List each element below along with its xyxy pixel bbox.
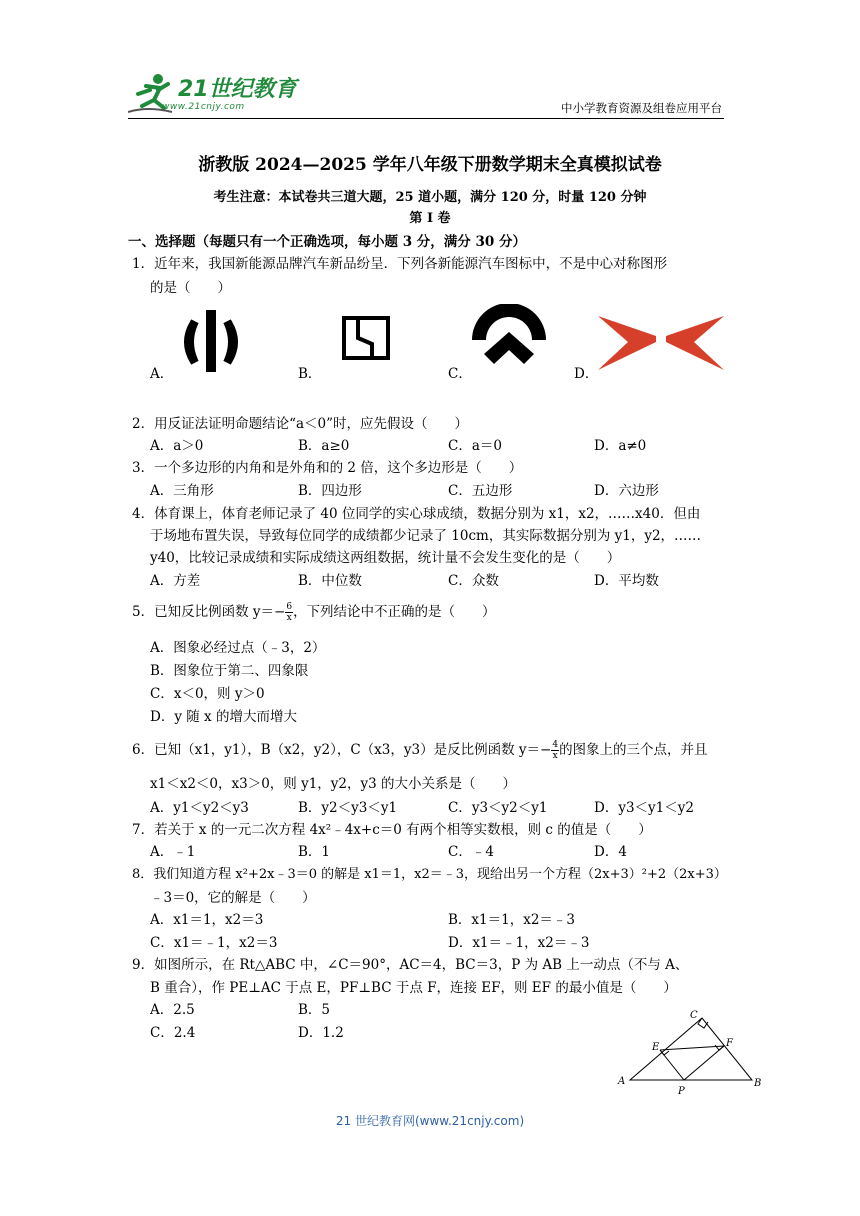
label-p: P [678, 1086, 685, 1097]
q5-option-d: D．y 随 x 的增大而增大 [150, 709, 297, 725]
q1-option-b: B． [298, 366, 322, 382]
q4-line3: y40，比较记录成绩和实际成绩这两组数据，统计量不会发生变化的是（ ） [150, 550, 621, 566]
q2-option-a: A．a＞0 [150, 438, 204, 454]
q2-stem: 2．用反证法证明命题结论“a＜0”时，应先假设（ ） [132, 416, 469, 432]
logo-d-icon [598, 314, 724, 372]
q2-option-b: B．a≥0 [298, 438, 350, 454]
q1-option-c: C． [448, 366, 472, 382]
q6-option-b: B．y2＜y3＜y1 [298, 800, 398, 816]
q1-line2: 的是（ ） [150, 280, 231, 296]
label-a: A [618, 1076, 626, 1087]
q9-option-a: A．2.5 [150, 1002, 195, 1018]
q1-line1: 1．近年来，我国新能源品牌汽车新品纷呈．下列各新能源汽车图标中，不是中心对称图形 [132, 256, 668, 272]
logo-url: www.21cnjy.com [162, 102, 245, 112]
footer-link[interactable]: 21 世纪教育网(www.21cnjy.com) [335, 1114, 525, 1128]
q6-option-a: A．y1＜y2＜y3 [150, 800, 249, 816]
q5-option-a: A．图象必经过点（﹣3，2） [150, 640, 326, 656]
q7-option-d: D．4 [594, 844, 627, 860]
q8-option-a: A．x1＝1，x2＝3 [150, 912, 264, 928]
q3-option-b: B．四边形 [298, 483, 362, 499]
label-f: F [726, 1038, 733, 1049]
q5-option-b: B．图象位于第二、四象限 [150, 663, 309, 679]
q8-option-c: C．x1＝﹣1，x2＝3 [150, 935, 278, 951]
q9-line1: 9．如图所示，在 Rt△ABC 中，∠C＝90°，AC＝4，BC＝3，P 为 AB 上一动点（不与 A、 [132, 957, 689, 973]
q3-option-a: A．三角形 [150, 483, 214, 499]
q2-option-d: D．a≠0 [594, 438, 647, 454]
q1-option-d: D． [574, 366, 599, 382]
logo-text: 21世纪教育 [178, 77, 297, 102]
q7-option-a: A．﹣1 [150, 844, 196, 860]
q3-option-d: D．六边形 [594, 483, 659, 499]
q6-line2: x1＜x2＜0，x3＞0，则 y1，y2，y3 的大小关系是（ ） [150, 776, 517, 792]
q6-option-d: D．y3＜y1＜y2 [594, 800, 694, 816]
q7-option-b: B．1 [298, 844, 331, 860]
q3-option-c: C．五边形 [448, 483, 513, 499]
q8-option-d: D．x1＝﹣1，x2＝﹣3 [448, 935, 590, 951]
q6-stem: 6．已知（x1，y1），B（x2，y2），C（x3，y3）是反比例函数 y＝− $\frac{4}{x}$ 的图象上的三个点，并且 [132, 740, 708, 761]
triangle-figure [616, 1004, 772, 1098]
platform-name: 中小学教育资源及组卷应用平台 [561, 101, 722, 115]
q1-option-a: A． [150, 366, 174, 382]
q2-option-c: C．a＝0 [448, 438, 502, 454]
section-heading: 一、选择题（每题只有一个正确选项，每小题 3 分，满分 30 分） [128, 234, 526, 250]
logo-a-icon [176, 310, 248, 374]
q8-line1: 8．我们知道方程 x²+2x﹣3＝0 的解是 x1＝1，x2＝﹣3，现给出另一个方程（2x+3）²+2（2x+3） [132, 867, 727, 882]
q4-line2: 于场地布置失误，导致每位同学的成绩都少记录了 10cm，其实际数据分别为 y1，y2，…… [150, 528, 702, 544]
page-title: 浙教版 2024—2025 学年八年级下册数学期末全真模拟试卷 [198, 155, 662, 175]
label-c: C [690, 1010, 698, 1021]
q6-fraction: $\frac{4}{x}$ [552, 740, 559, 761]
q5-fraction: $\frac{6}{x}$ [286, 602, 293, 623]
q4-line1: 4．体育课上，体育老师记录了 40 位同学的实心球成绩，数据分别为 x1，x2，……x40．但由 [132, 506, 701, 522]
q7-option-c: C．﹣4 [448, 844, 494, 860]
q9-option-b: B．5 [298, 1002, 331, 1018]
header-divider [128, 118, 724, 119]
logo [128, 70, 297, 120]
label-e: E [652, 1042, 660, 1053]
q6-option-c: C．y3＜y2＜y1 [448, 800, 548, 816]
logo-c-icon [470, 304, 548, 374]
label-b: B [754, 1078, 762, 1089]
q4-option-c: C．众数 [448, 573, 499, 589]
q5-option-c: C．x＜0，则 y＞0 [150, 686, 265, 702]
volume-label: 第 I 卷 [409, 211, 451, 226]
q8-option-b: B．x1＝1，x2＝﹣3 [448, 912, 576, 928]
q3-stem: 3．一个多边形的内角和是外角和的 2 倍，这个多边形是（ ） [132, 460, 523, 476]
q5-stem: 5．已知反比例函数 y＝− $\frac{6}{x}$ ，下列结论中不正确的是（ ） [132, 602, 496, 623]
q8-line2: ﹣3＝0，它的解是（ ） [150, 890, 316, 906]
q4-option-b: B．中位数 [298, 573, 362, 589]
q4-option-a: A．方差 [150, 573, 201, 589]
q9-option-c: C．2.4 [150, 1025, 196, 1041]
q4-option-d: D．平均数 [594, 573, 659, 589]
exam-notice: 考生注意：本试卷共三道大题，25 道小题，满分 120 分，时量 120 分钟 [213, 190, 647, 205]
q7-stem: 7．若关于 x 的一元二次方程 4x²﹣4x+c＝0 有两个相等实数根，则 c 的值是（ ） [132, 822, 652, 838]
q9-line2: B 重合），作 PE⊥AC 于点 E，PF⊥BC 于点 F，连接 EF，则 EF 的最小值是（ ） [150, 980, 677, 996]
q9-option-d: D．1.2 [298, 1025, 344, 1041]
logo-b-icon [342, 316, 392, 362]
